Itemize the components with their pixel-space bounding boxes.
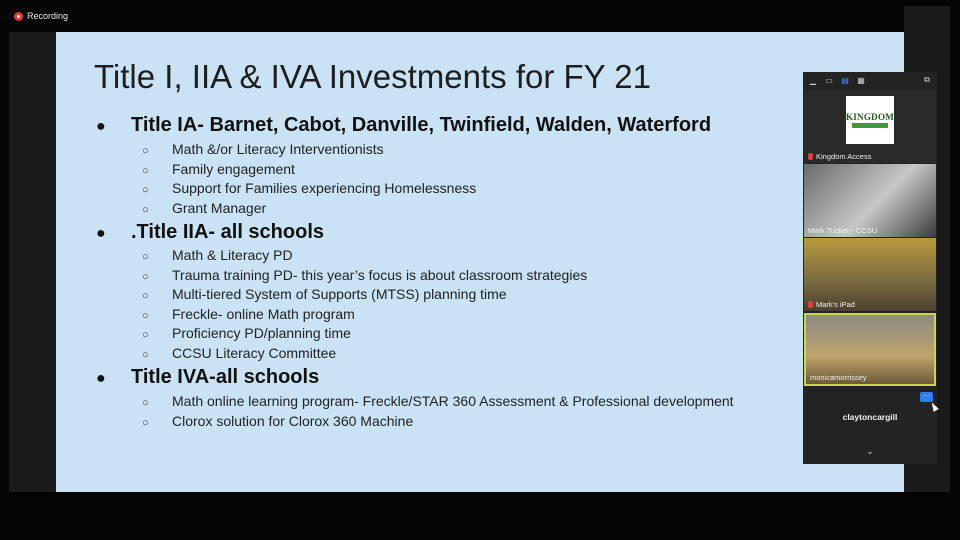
list-item: ○ Support for Families experiencing Homelessness <box>142 179 476 199</box>
strip-view-icon[interactable]: ▤ <box>841 75 849 85</box>
chevron-down-icon[interactable]: ⌄ <box>866 446 874 456</box>
section-items-title-iva <box>142 392 734 431</box>
participant-tile-kingdom-access[interactable] <box>804 90 936 163</box>
bullet-icon: ● <box>96 225 106 242</box>
shared-slide <box>56 32 904 492</box>
bullet-icon: ● <box>96 118 106 135</box>
section-heading-title-ia: ● Title IA- Barnet, Cabot, Danville, Twinfield, Walden, Waterford <box>96 114 712 136</box>
more-options-button[interactable]: ··· <box>920 392 933 402</box>
list-item: ○ CCSU Literacy Committee <box>142 344 587 364</box>
slide-title: Title I, IIA & IVA Investments for FY 21 <box>94 58 651 95</box>
section-heading-title-iva: ● Title IVA-all schools <box>96 366 320 388</box>
kingdom-access-logo: KINGDOM <box>846 96 894 144</box>
list-item: ○ Math &/or Literacy Interventionists <box>142 140 476 160</box>
bullet-icon: ● <box>96 370 106 387</box>
participant-tile-monicamorrissey[interactable] <box>804 313 936 386</box>
pop-out-icon[interactable]: ⧉ <box>924 75 930 84</box>
recording-indicator <box>14 11 68 21</box>
participant-name: Mark's iPad <box>808 300 855 309</box>
list-item: ○ Math online learning program- Freckle/STAR 360 Assessment & Professional development <box>142 392 734 412</box>
muted-mic-icon <box>808 153 813 160</box>
list-item: ○ Proficiency PD/planning time <box>142 324 587 344</box>
sub-bullet-icon: ○ <box>142 329 149 341</box>
sub-bullet-icon: ○ <box>142 203 149 216</box>
participant-tile-mark-tucker[interactable] <box>804 164 936 237</box>
muted-mic-icon <box>808 301 813 308</box>
participant-name: Kingdom Access <box>808 152 871 161</box>
list-item: ○ Math & Literacy PD <box>142 246 587 266</box>
list-item: ○ Multi-tiered System of Supports (MTSS) planning time <box>142 285 587 305</box>
participant-name: Mark Tucker - CCSU <box>808 226 878 235</box>
left-frame-bar <box>9 32 56 492</box>
minimize-icon[interactable]: ▁ <box>809 75 817 85</box>
list-item: ○ Family engagement <box>142 160 476 180</box>
sub-bullet-icon: ○ <box>142 348 149 361</box>
sub-bullet-icon: ○ <box>142 145 149 157</box>
recording-label: Recording <box>27 11 69 21</box>
panel-toolbar <box>803 72 937 88</box>
list-item: ○ Trauma training PD- this year’s focus is about classroom strategies <box>142 266 587 286</box>
participants-panel <box>803 72 937 464</box>
sub-bullet-icon: ○ <box>142 251 149 263</box>
participant-name: monicamorrissey <box>810 373 867 382</box>
section-items-title-ia <box>142 140 476 218</box>
participant-claytoncargill[interactable]: claytoncargill <box>842 412 898 422</box>
speaker-view-icon[interactable]: ▭ <box>825 75 833 85</box>
sub-bullet-icon: ○ <box>142 309 149 322</box>
sub-bullet-icon: ○ <box>142 416 149 429</box>
list-item: ○ Clorox solution for Clorox 360 Machine <box>142 412 734 432</box>
sub-bullet-icon: ○ <box>142 184 149 196</box>
section-items-title-iia <box>142 246 587 363</box>
sub-bullet-icon: ○ <box>142 164 149 177</box>
list-item: ○ Freckle- online Math program <box>142 305 587 325</box>
sub-bullet-icon: ○ <box>142 270 149 283</box>
list-item: ○ Grant Manager <box>142 199 476 219</box>
sub-bullet-icon: ○ <box>142 290 149 302</box>
sub-bullet-icon: ○ <box>142 397 149 409</box>
participant-tile-marks-ipad[interactable] <box>804 238 936 311</box>
record-icon <box>14 12 23 21</box>
section-heading-title-iia: ● .Title IIA- all schools <box>96 221 325 243</box>
gallery-view-icon[interactable]: ▦ <box>857 75 865 85</box>
